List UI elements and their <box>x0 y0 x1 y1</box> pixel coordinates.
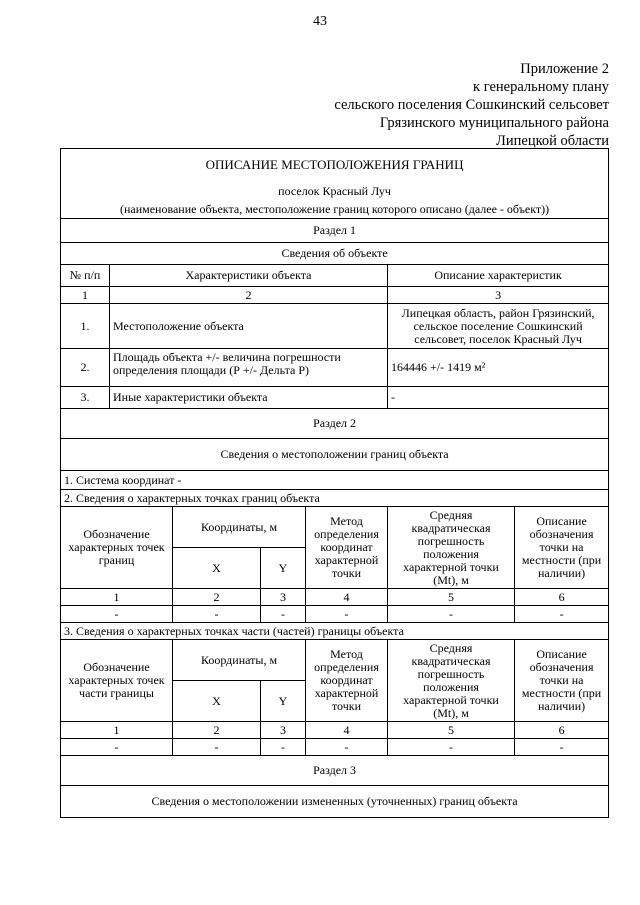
table-cell: - <box>261 606 306 623</box>
boundary-description-table <box>60 148 609 818</box>
section-1-subtitle: Сведения об объекте <box>61 243 609 265</box>
coordinate-system: 1. Система координат - <box>61 471 609 490</box>
column-header: Координаты, м <box>173 507 306 548</box>
table-cell: - <box>515 606 609 623</box>
column-number: 5 <box>388 722 515 739</box>
column-header: № п/п <box>61 265 110 287</box>
section-2-subtitle: Сведения о местоположении границ объекта <box>61 439 609 471</box>
appendix-line: Липецкой области <box>496 133 609 149</box>
appendix-line: Приложение 2 <box>520 61 609 77</box>
column-header: Обозначение характерных точек границ <box>61 507 173 589</box>
characteristic-value: Липецкая область, район Грязинский, сельское поселение Сошкинский сельсовет, поселок Красный Луч <box>388 304 609 349</box>
column-header: Средняя квадратическая погрешность положения характерной точки (Mt), м <box>388 640 515 722</box>
column-number: 2 <box>110 287 388 304</box>
column-header: Обозначение характерных точек части границы <box>61 640 173 722</box>
section-2-title: Раздел 2 <box>61 409 609 439</box>
table-cell: - <box>61 606 173 623</box>
section-3-subtitle: Сведения о местоположении измененных (уточненных) границ объекта <box>61 786 609 818</box>
table-header-row <box>61 640 609 681</box>
column-number-row <box>61 287 609 304</box>
characteristic-name: Иные характеристики объекта <box>110 387 388 409</box>
column-number: 1 <box>61 287 110 304</box>
table-cell: - <box>173 739 261 756</box>
column-number: 5 <box>388 589 515 606</box>
object-caption: (наименование объекта, местоположение границ которого описано (далее - объект)) <box>61 202 609 219</box>
appendix-line: Грязинского муниципального района <box>379 115 609 131</box>
appendix-header <box>334 60 609 150</box>
table-cell: - <box>306 606 388 623</box>
column-header: Координаты, м <box>173 640 306 681</box>
characteristic-name: Местоположение объекта <box>110 304 388 349</box>
column-number-row <box>61 589 609 606</box>
column-header: Описание обозначения точки на местности (при наличии) <box>515 640 609 722</box>
column-number: 1 <box>61 722 173 739</box>
characteristic-value: - <box>388 387 609 409</box>
column-number: 4 <box>306 722 388 739</box>
characteristic-name-text: Площадь объекта +/- величина погрешности определения площади (Р +/- Дельта Р) <box>113 351 341 377</box>
table-header-row <box>61 507 609 548</box>
page-number: 43 <box>313 14 327 29</box>
column-number: 6 <box>515 722 609 739</box>
table-cell: - <box>61 739 173 756</box>
appendix-line: сельского поселения Сошкинский сельсовет <box>334 97 609 113</box>
table-cell: - <box>306 739 388 756</box>
table-cell: - <box>388 606 515 623</box>
column-number: 6 <box>515 589 609 606</box>
column-number: 2 <box>173 722 261 739</box>
column-number-row <box>61 722 609 739</box>
characteristic-value: 164446 +/- 1419 м² <box>388 349 609 387</box>
column-header: Средняя квадратическая погрешность положения характерной точки (Mt), м <box>388 507 515 589</box>
column-number: 3 <box>261 722 306 739</box>
row-number: 3. <box>61 387 110 409</box>
column-number: 3 <box>388 287 609 304</box>
table-row <box>61 349 609 387</box>
table-row <box>61 387 609 409</box>
column-number: 2 <box>173 589 261 606</box>
table-row <box>61 739 609 756</box>
appendix-line: к генеральному плану <box>473 79 609 95</box>
row-number: 2. <box>61 349 110 387</box>
section-3-title: Раздел 3 <box>61 756 609 786</box>
column-header: Метод определения координат характерной точки <box>306 640 388 722</box>
column-header-y: Y <box>261 548 306 589</box>
column-header: Характеристики объекта <box>110 265 388 287</box>
table-cell: - <box>515 739 609 756</box>
table-row <box>61 606 609 623</box>
table-header-row <box>61 265 609 287</box>
column-number: 3 <box>261 589 306 606</box>
column-header-y: Y <box>261 681 306 722</box>
column-header: Описание обозначения точки на местности (при наличии) <box>515 507 609 589</box>
document-title: ОПИСАНИЕ МЕСТОПОЛОЖЕНИЯ ГРАНИЦ <box>61 149 609 181</box>
column-header-x: X <box>173 548 261 589</box>
table-cell: - <box>388 739 515 756</box>
characteristic-name <box>110 349 388 387</box>
column-number: 4 <box>306 589 388 606</box>
column-header: Описание характеристик <box>388 265 609 287</box>
section-1-title: Раздел 1 <box>61 219 609 243</box>
boundary-points-title: 2. Сведения о характерных точках границ объекта <box>61 490 609 507</box>
column-number: 1 <box>61 589 173 606</box>
table-cell: - <box>261 739 306 756</box>
table-cell: - <box>173 606 261 623</box>
part-points-title: 3. Сведения о характерных точках части (частей) границы объекта <box>61 623 609 640</box>
column-header-x: X <box>173 681 261 722</box>
object-name: поселок Красный Луч <box>61 181 609 202</box>
row-number: 1. <box>61 304 110 349</box>
column-header: Метод определения координат характерной точки <box>306 507 388 589</box>
table-row <box>61 304 609 349</box>
